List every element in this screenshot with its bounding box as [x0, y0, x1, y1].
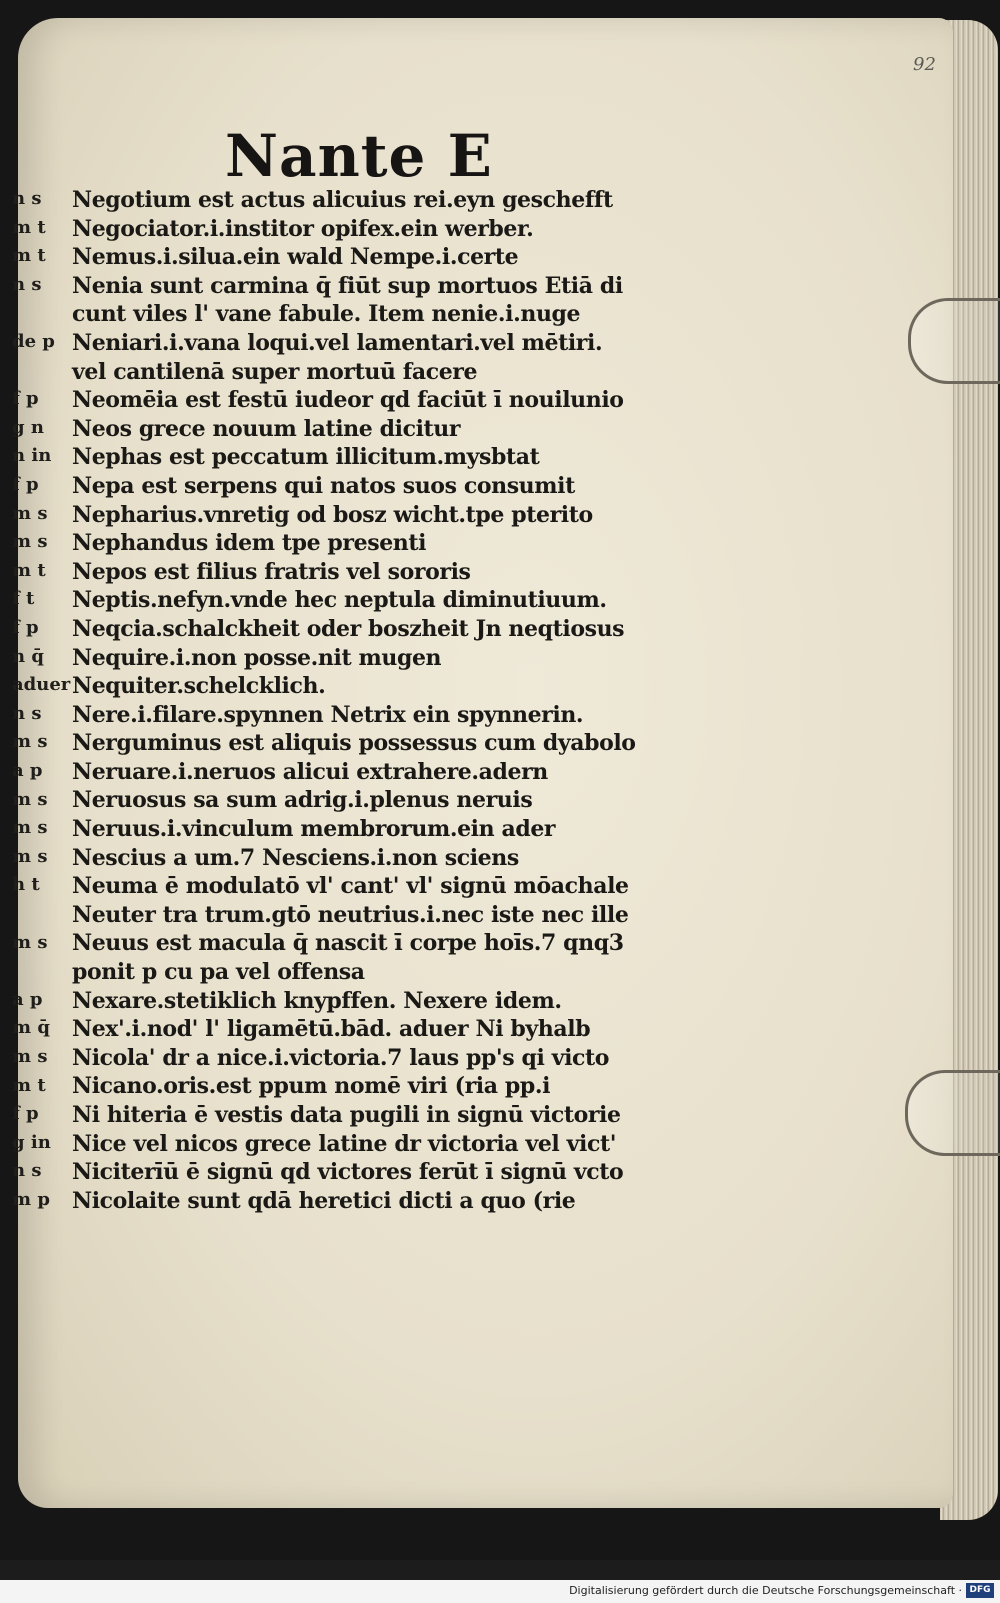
- text-line: Negotium est actus alicuius rei.eyn geschefft: [72, 187, 613, 213]
- text-line: ponit p cu pa vel offensa: [72, 959, 365, 986]
- text-line: Neomēia est festū iudeor qd faciūt ī nouilunio: [72, 387, 624, 414]
- margin-note: m s: [12, 531, 48, 553]
- margin-note: a p: [12, 988, 43, 1010]
- margin-note: n q̄: [12, 645, 44, 667]
- text-line: Nex'.i.nod' l' ligamētū.bād. aduer Ni byhalb: [72, 1016, 591, 1043]
- text-line: Ni hiteria ē vestis data pugili in signū victorie: [72, 1102, 621, 1128]
- text-line: Nenia sunt carmina q̄ fiūt sup mortuos Etiā di: [72, 272, 623, 299]
- margin-note: m t: [12, 216, 46, 238]
- margin-note: m p: [12, 1189, 50, 1210]
- margin-note: m s: [12, 502, 48, 524]
- text-line: Nexare.stetiklich knypffen. Nexere idem.: [72, 987, 562, 1014]
- text-line: Nepos est filius fratris vel sororis: [72, 558, 471, 585]
- margin-note: aduer: [12, 674, 71, 696]
- margin-note: h t: [12, 874, 40, 896]
- footer-credit: Digitalisierung gefördert durch die Deutsche Forschungsgemeinschaft ·: [569, 1584, 962, 1597]
- text-block: [72, 186, 712, 1215]
- text-line: Nephas est peccatum illicitum.mysbtat: [72, 444, 540, 471]
- margin-note: f p: [12, 1103, 39, 1125]
- dfg-logo: DFG: [966, 1583, 994, 1598]
- text-line: Nice vel nicos grece latine dr victoria vel vict': [72, 1130, 617, 1157]
- margin-note: m s: [12, 788, 48, 810]
- text-line: Neptis.nefyn.vnde hec neptula diminutiuum.: [72, 587, 607, 614]
- text-line: Nescius a um.7 Nesciens.i.non sciens: [72, 844, 519, 871]
- text-line: Neuus est macula q̄ nascit ī corpe hoīs.7 qnq3: [72, 930, 624, 957]
- margin-note: g in: [12, 1131, 51, 1153]
- footer-bar: [0, 1580, 1000, 1603]
- margin-note: f t: [12, 588, 35, 610]
- text-line: vel cantilenā super mortuū facere: [72, 358, 478, 385]
- text-line: Negociator.i.institor opifex.ein werber.: [72, 215, 534, 242]
- text-line: Nepharius.vnretig od bosz wicht.tpe pterito: [72, 501, 593, 528]
- margin-note: n in: [12, 445, 52, 467]
- text-line: Neqcia.schalckheit oder boszheit Jn neqtiosus: [72, 615, 625, 642]
- text-line: Nicola' dr a nice.i.victoria.7 laus pp's qi victo: [72, 1044, 610, 1071]
- margin-note: n s: [12, 1160, 42, 1182]
- text-line: Nicolaite sunt qdā heretici dicti a quo (rie: [72, 1187, 576, 1214]
- text-line: Nere.i.filare.spynnen Netrix ein spynnerin.: [72, 701, 584, 728]
- margin-note: m s: [12, 1046, 48, 1067]
- text-line: Niciterīū ē signū qd victores ferūt ī signū vcto: [72, 1159, 624, 1186]
- text-line: Neuter tra trum.gtō neutrius.i.nec iste nec ille: [72, 901, 629, 928]
- folio-number: 92: [913, 54, 936, 75]
- margin-note: de p: [12, 331, 55, 352]
- margin-note: m s: [12, 931, 48, 953]
- margin-note: m t: [12, 245, 46, 267]
- margin-note: f p: [12, 474, 39, 495]
- text-line: cunt viles l' vane fabule. Item nenie.i.nuge: [72, 301, 581, 328]
- margin-note: f p: [12, 388, 39, 410]
- text-line: Neruus.i.vinculum membrorum.ein ader: [72, 816, 556, 843]
- text-line: Nerguminus est aliquis possessus cum dyabolo: [72, 730, 636, 757]
- text-line: Nicano.oris.est ppum nomē viri (ria pp.i: [72, 1073, 551, 1100]
- margin-note: f p: [12, 617, 39, 638]
- margin-note: a p: [12, 760, 43, 781]
- page-heading: Nante E: [225, 122, 493, 190]
- text-line: Nephandus idem tpe presenti: [72, 530, 427, 557]
- book-clasp-top: [908, 298, 1000, 384]
- margin-note: n s: [12, 273, 42, 295]
- margin-note: n s: [12, 188, 42, 209]
- text-line: Neuma ē modulatō vl' cant' vl' signū mōachale: [72, 873, 629, 900]
- text-line: Nequire.i.non posse.nit mugen: [72, 644, 442, 671]
- text-line: Nepa est serpens qui natos suos consumit: [72, 472, 575, 499]
- margin-note: g n: [12, 416, 44, 438]
- margin-note: m s: [12, 731, 48, 753]
- margin-note: m t: [12, 1074, 46, 1096]
- margin-note: n s: [12, 702, 42, 724]
- text-line: Neruosus sa sum adrig.i.plenus neruis: [72, 787, 533, 814]
- margin-note: m q̄: [12, 1017, 50, 1039]
- margin-note: m s: [12, 817, 48, 839]
- margin-note: m s: [12, 845, 48, 867]
- text-line: Neos grece nouum latine dicitur: [72, 415, 461, 442]
- text-line: Neniari.i.vana loqui.vel lamentari.vel mētiri.: [72, 329, 603, 356]
- text-line: Nemus.i.silua.ein wald Nempe.i.certe: [72, 244, 519, 271]
- text-line: Neruare.i.neruos alicui extrahere.adern: [72, 758, 548, 785]
- text-line: Nequiter.schelcklich.: [72, 673, 326, 700]
- margin-note: m t: [12, 559, 46, 581]
- book-clasp-bottom: [905, 1070, 1000, 1156]
